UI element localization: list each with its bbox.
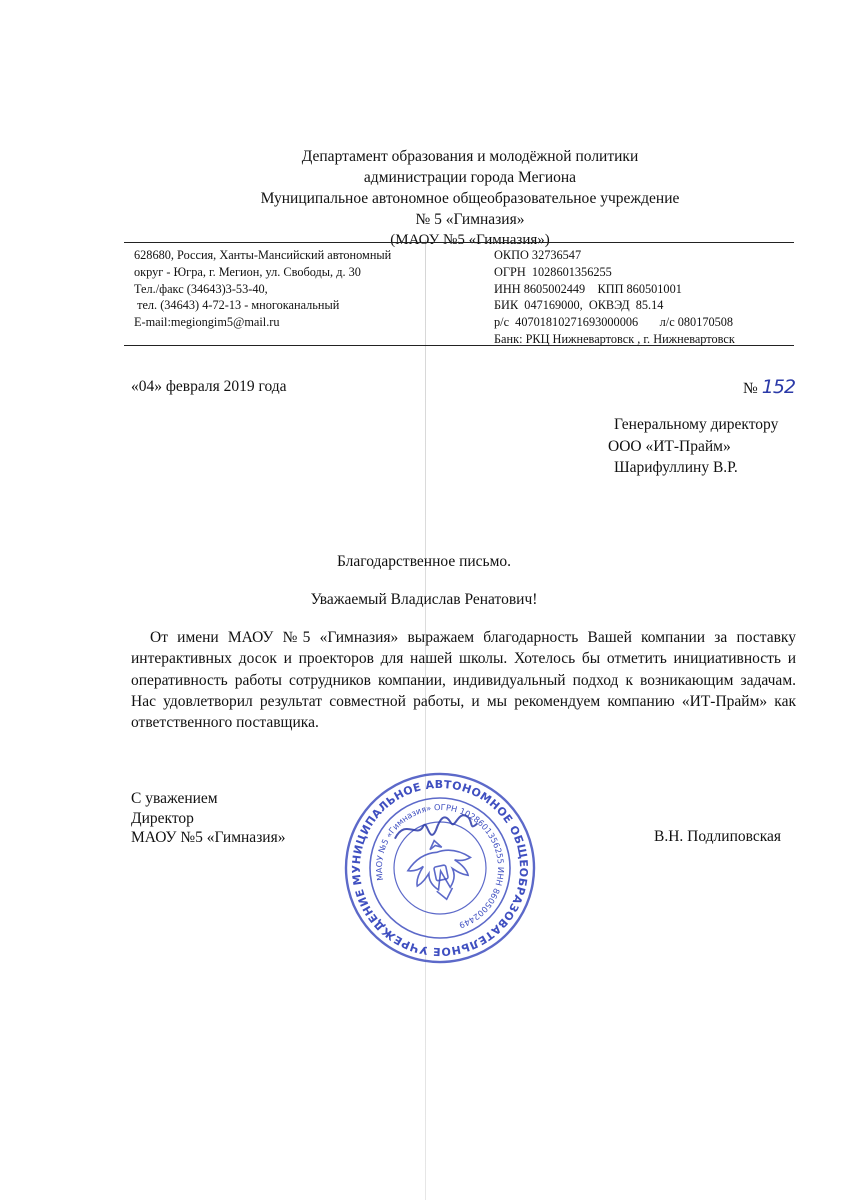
- registration-number: [743, 376, 795, 398]
- recipient-company: ООО «ИТ-Прайм»: [608, 437, 731, 455]
- recipient-block: [608, 414, 779, 479]
- header-line-short-name: (МАОУ №5 «Гимназия»): [390, 232, 550, 248]
- contact-details: [134, 247, 391, 331]
- official-seal-stamp: [340, 768, 540, 968]
- inn-kpp-line: ИНН 8605002449 КПП 860501001: [494, 281, 682, 296]
- fax-line: Тел./факс (34643)3-53-40,: [134, 281, 268, 296]
- email-line: E-mail:megiongim5@mail.ru: [134, 315, 280, 330]
- bank-details: [494, 247, 735, 348]
- seal-outer-text: МУНИЦИПАЛЬНОЕ АВТОНОМНОЕ ОБЩЕОБРАЗОВАТЕЛЬНОЕ УЧРЕЖДЕНИЕ: [349, 777, 531, 959]
- okpo-line: ОКПО 32736547: [494, 248, 582, 262]
- signer-position: Директор: [131, 809, 194, 827]
- ogrn-line: ОГРН 1028601356255: [494, 264, 612, 279]
- letter-title: Благодарственное письмо.: [336, 553, 512, 570]
- letter-date: «04» февраля 2019 года: [131, 378, 287, 395]
- header-line-institution-type: Муниципальное автономное общеобразовательное учреждение: [260, 190, 680, 207]
- letter-body: От имени МАОУ №5 «Гимназия» выражаем благодарность Вашей компании за поставку интерактивных досок и проекторов для нашей школы. Хотелось бы отметить инициативность и оперативность работы сотрудников компании, индивидуальный подход к возникающим задачам. Нас удовлетворил результат совместной работы, и мы рекомендуем компанию «ИТ-Прайм» как ответственного поставщика.: [131, 629, 796, 732]
- letter-greeting: Уважаемый Владислав Ренатович!: [310, 591, 538, 608]
- closing-phrase: С уважением: [131, 790, 218, 807]
- signoff-block: [131, 789, 286, 848]
- requisites-block: [124, 242, 794, 346]
- recipient-name: Шарифуллину В.Р.: [614, 459, 738, 476]
- bik-okved-line: БИК 047169000, ОКВЭД 85.14: [494, 298, 664, 313]
- header-line-administration: администрации города Мегиона: [363, 169, 577, 186]
- signer-organization: МАОУ №5 «Гимназия»: [131, 829, 286, 846]
- number-prefix: №: [743, 380, 758, 397]
- phone-line: тел. (34643) 4-72-13 - многоканальный: [134, 298, 340, 313]
- handwritten-number: 152: [761, 376, 796, 398]
- header-line-institution-name: № 5 «Гимназия»: [415, 211, 525, 228]
- seal-inner-text: МАОУ №5 «Гимназия» ОГРН 1028601356255 ИНН 8605002449: [373, 801, 507, 931]
- account-line: р/с 40701810271693000006 л/с 080170508: [494, 315, 734, 330]
- address-line: 628680, Россия, Ханты-Мансийский автономный: [134, 248, 392, 262]
- signer-name: В.Н. Подлиповская: [654, 828, 782, 845]
- bank-line: Банк: РКЦ Нижневартовск , г. Нижневартовск: [494, 331, 735, 346]
- coat-of-arms-emblem: [403, 834, 478, 906]
- address-line: округ - Югра, г. Мегион, ул. Свободы, д. 30: [134, 264, 361, 279]
- recipient-position: Генеральному директору: [614, 416, 779, 433]
- header-line-department: Департамент образования и молодёжной политики: [301, 148, 639, 165]
